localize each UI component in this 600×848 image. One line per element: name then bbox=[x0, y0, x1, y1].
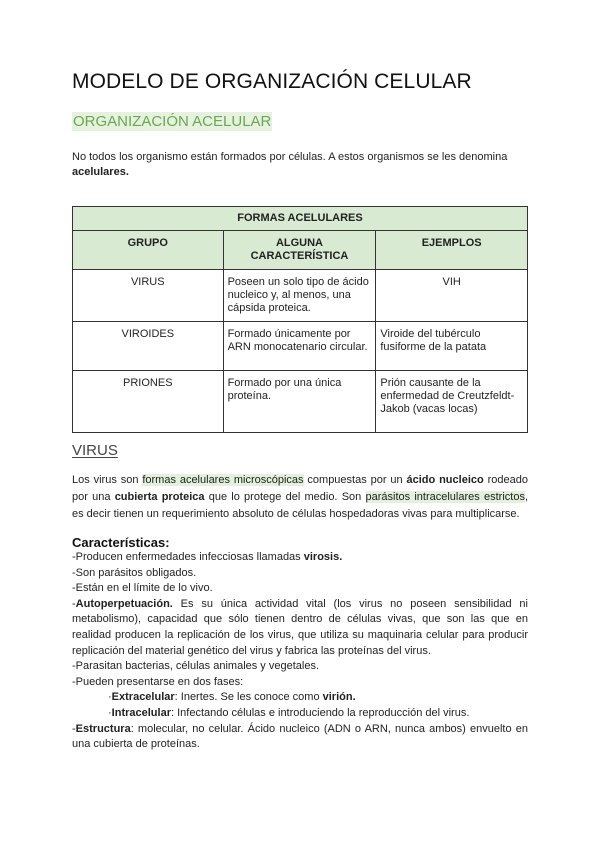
table-row bbox=[73, 270, 528, 322]
text-run: - bbox=[72, 722, 76, 735]
page-title: MODELO DE ORGANIZACIÓN CELULAR bbox=[72, 70, 472, 93]
text-run: Los virus son bbox=[72, 474, 143, 486]
intro-paragraph bbox=[72, 150, 528, 180]
acellular-forms-table bbox=[72, 206, 528, 433]
characteristics-list bbox=[72, 550, 528, 753]
bold-run: Extracelular bbox=[111, 691, 175, 704]
cell-caracteristica: Formado únicamente por ARN monocatenario circular. bbox=[223, 322, 376, 371]
cell-grupo: VIROIDES bbox=[73, 322, 224, 371]
highlight-run: parásitos intracelulares estrictos bbox=[365, 491, 525, 503]
bold-run: Autoperpetuación. bbox=[75, 597, 173, 610]
table-title: FORMAS ACELULARES bbox=[73, 207, 528, 231]
list-item: -Son parásitos obligados. bbox=[72, 566, 197, 579]
header-caracteristica: ALGUNA CARACTERÍSTICA bbox=[223, 231, 376, 270]
cell-caracteristica: Poseen un solo tipo de ácido nucleico y, al menos, una cápsida proteica. bbox=[223, 270, 376, 322]
cell-grupo: PRIONES bbox=[73, 371, 224, 433]
list-item bbox=[72, 722, 528, 753]
bold-run: cubierta proteica bbox=[114, 491, 205, 503]
bold-run: ácido nucleico bbox=[406, 474, 484, 486]
header-ejemplos: EJEMPLOS bbox=[376, 231, 528, 270]
header-grupo: GRUPO bbox=[73, 231, 224, 270]
text-run: : Inertes. Se les conoce como bbox=[174, 691, 323, 704]
text-run: compuestas por un bbox=[303, 474, 407, 486]
cell-grupo: VIRUS bbox=[73, 270, 224, 322]
bold-run: Estructura bbox=[75, 722, 131, 735]
cell-caracteristica: Formado por una única proteína. bbox=[223, 371, 376, 433]
text-run: rodeado por una bbox=[72, 474, 528, 503]
list-item bbox=[72, 597, 528, 659]
table-header-row bbox=[73, 231, 528, 270]
characteristics-heading: Características: bbox=[72, 535, 170, 550]
text-run: , es decir tienen un requerimiento absoluto de células hospedadoras vivas para multiplicarse. bbox=[72, 491, 529, 520]
list-item bbox=[72, 690, 528, 706]
section-heading-virus: VIRUS bbox=[72, 442, 118, 459]
cell-ejemplo: VIH bbox=[376, 270, 528, 322]
intro-text: No todos los organismo están formados por células. A estos organismos se les denomina bbox=[72, 151, 508, 163]
text-run: - bbox=[72, 597, 76, 610]
table-title-row bbox=[73, 207, 528, 231]
cell-ejemplo: Viroide del tubérculo fusiforme de la patata bbox=[376, 322, 528, 371]
text-run: : molecular, no celular. Ácido nucleico (ADN o ARN, nunca ambos) envuelto en una cubierta de proteínas. bbox=[72, 722, 528, 751]
bold-run: Intracelular bbox=[111, 706, 171, 719]
cell-ejemplo: Prión causante de la enfermedad de Creutzfeldt-Jakob (vacas locas) bbox=[376, 371, 528, 433]
list-item: -Parasitan bacterias, células animales y vegetales. bbox=[72, 660, 320, 673]
text-run: Es su única actividad vital (los virus no poseen sensibilidad ni metabolismo), capacidad que sólo tienen dentro de células vivas, que son las que en realidad producen la replicación de los virus, que utiliza su maquinaria celular para producir replicación del material genético del virus y fabrica las proteínas del virus. bbox=[72, 597, 528, 657]
bold-run: virosis. bbox=[303, 551, 343, 563]
bullet-glyph: · bbox=[108, 706, 112, 719]
table-row bbox=[73, 371, 528, 433]
bold-run: virión. bbox=[322, 691, 356, 704]
section-heading-acelular: ORGANIZACIÓN ACELULAR bbox=[73, 113, 272, 130]
list-item bbox=[72, 706, 528, 722]
text-run: que lo protege del medio. Son bbox=[204, 491, 366, 503]
text-run: -Producen enfermedades infecciosas llamadas bbox=[72, 551, 304, 563]
highlight-run: formas acelulares microscópicas bbox=[142, 474, 304, 486]
intro-bold: acelulares. bbox=[72, 166, 129, 178]
virus-paragraph bbox=[72, 472, 528, 523]
list-item bbox=[72, 550, 528, 566]
bullet-glyph: · bbox=[108, 691, 112, 704]
table-row bbox=[73, 322, 528, 371]
list-item: -Están en el límite de lo vivo. bbox=[72, 582, 213, 595]
text-run: : Infectando células e introduciendo la reproducción del virus. bbox=[170, 706, 470, 719]
list-item: -Pueden presentarse en dos fases: bbox=[72, 675, 244, 688]
